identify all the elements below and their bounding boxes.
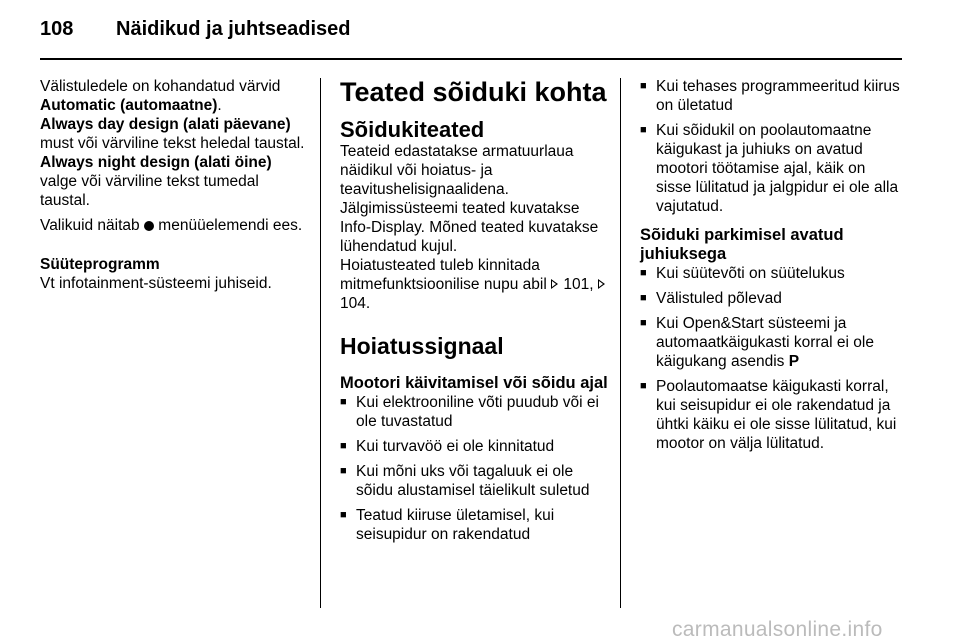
page-reference-icon <box>598 279 606 289</box>
page-reference[interactable]: 101, <box>563 276 594 293</box>
column-divider-1 <box>320 78 321 608</box>
text: menüüelemendi ees. <box>158 217 303 234</box>
list-item: ■ Kui süütevõti on süütelukus <box>640 264 904 283</box>
page-number: 108 <box>40 18 74 40</box>
header-rule <box>40 58 902 60</box>
paragraph-day-design <box>40 115 312 153</box>
list-item: ■ Kui tehases programmeeritud kiirus on ületatud <box>640 77 904 115</box>
filled-circle-icon <box>144 221 154 231</box>
page-header <box>40 18 351 48</box>
list-item: ■ Kui turvavöö ei ole kinnitatud <box>340 437 608 456</box>
paragraph-night-design <box>40 153 312 210</box>
option-night-design: Always night design (alati öine) <box>40 154 272 171</box>
warning-list-parking <box>640 264 904 453</box>
warning-list-continued <box>640 77 904 216</box>
text: Kui Open&Start süsteemi ja automaatkäigukasti korral ei ole käigukang asendis <box>656 315 874 370</box>
list-item: ■ Poolautomaatse käigukasti korral, kui seisupidur ei ole rakendatud ja ühtki käiku ei ole sisse lülitatud, kui mootor on välja lülitatud. <box>640 377 904 453</box>
heading-warning-signal: Hoiatussignaal <box>340 333 504 359</box>
column-left <box>40 77 312 293</box>
chapter-title: Näidikud ja juhtseadised <box>116 18 351 40</box>
heading-vehicle-messages: Sõidukiteated <box>340 117 485 142</box>
paragraph-selection <box>40 216 312 235</box>
paragraph-display: Jälgimissüsteemi teated kuvatakse Info-Display. Mõned teated kuvatakse lühendatud kujul. <box>340 200 599 255</box>
heading-parking-door-open: Sõiduki parkimisel avatud juhiuksega <box>640 226 844 263</box>
option-day-design: Always day design (alati päevane) <box>40 116 291 133</box>
paragraph-confirm <box>340 256 608 313</box>
list-item: ■ Kui mõni uks või tagaluuk ei ole sõidu alustamisel täielikult suletud <box>340 462 608 500</box>
watermark: carmanualsonline.info <box>672 618 883 641</box>
text: valge või värviline tekst tumedal taustal. <box>40 173 259 209</box>
list-item: ■ Kui sõidukil on poolautomaatne käigukast ja juhiuks on avatud mootori töötamise ajal, käik on sisse lülitatud ja jalgpidur ei ole alla vajutatud. <box>640 121 904 216</box>
list-item: ■ Kui elektrooniline võti puudub või ei ole tuvastatud <box>340 393 608 431</box>
list-item: ■ Teatud kiiruse ületamisel, kui seisupidur on rakendatud <box>340 506 608 544</box>
paragraph-messages: Teateid edastatakse armatuurlaua näidikul või hoiatus- ja teavitushelisignaalidena. <box>340 143 574 198</box>
list-item <box>640 314 904 371</box>
page-reference-icon <box>551 279 559 289</box>
paragraph-automatic <box>40 77 312 115</box>
paragraph-ignition: Vt infotainment-süsteemi juhiseid. <box>40 275 272 292</box>
page-reference[interactable]: 104. <box>340 295 371 312</box>
text: . <box>217 97 222 114</box>
heading-engine-start: Mootori käivitamisel või sõidu ajal <box>340 374 608 392</box>
section-title: Teated sõiduki kohta <box>340 77 607 107</box>
column-divider-2 <box>620 78 621 608</box>
text: Valikuid näitab <box>40 217 140 234</box>
list-item: ■ Välistuled põlevad <box>640 289 904 308</box>
sub-heading-ignition: Süüteprogramm <box>40 256 160 273</box>
text: must või värviline tekst heledal taustal. <box>40 135 305 152</box>
text: Välistuledele on kohandatud värvid <box>40 78 281 95</box>
text: Hoiatusteated tuleb kinnitada mitmefunktsioonilise nupu abil <box>340 257 547 293</box>
column-middle <box>340 77 608 550</box>
option-automatic: Automatic (automaatne) <box>40 97 218 114</box>
warning-list-driving <box>340 393 608 544</box>
column-right <box>640 77 904 459</box>
gear-position: P <box>788 353 800 370</box>
